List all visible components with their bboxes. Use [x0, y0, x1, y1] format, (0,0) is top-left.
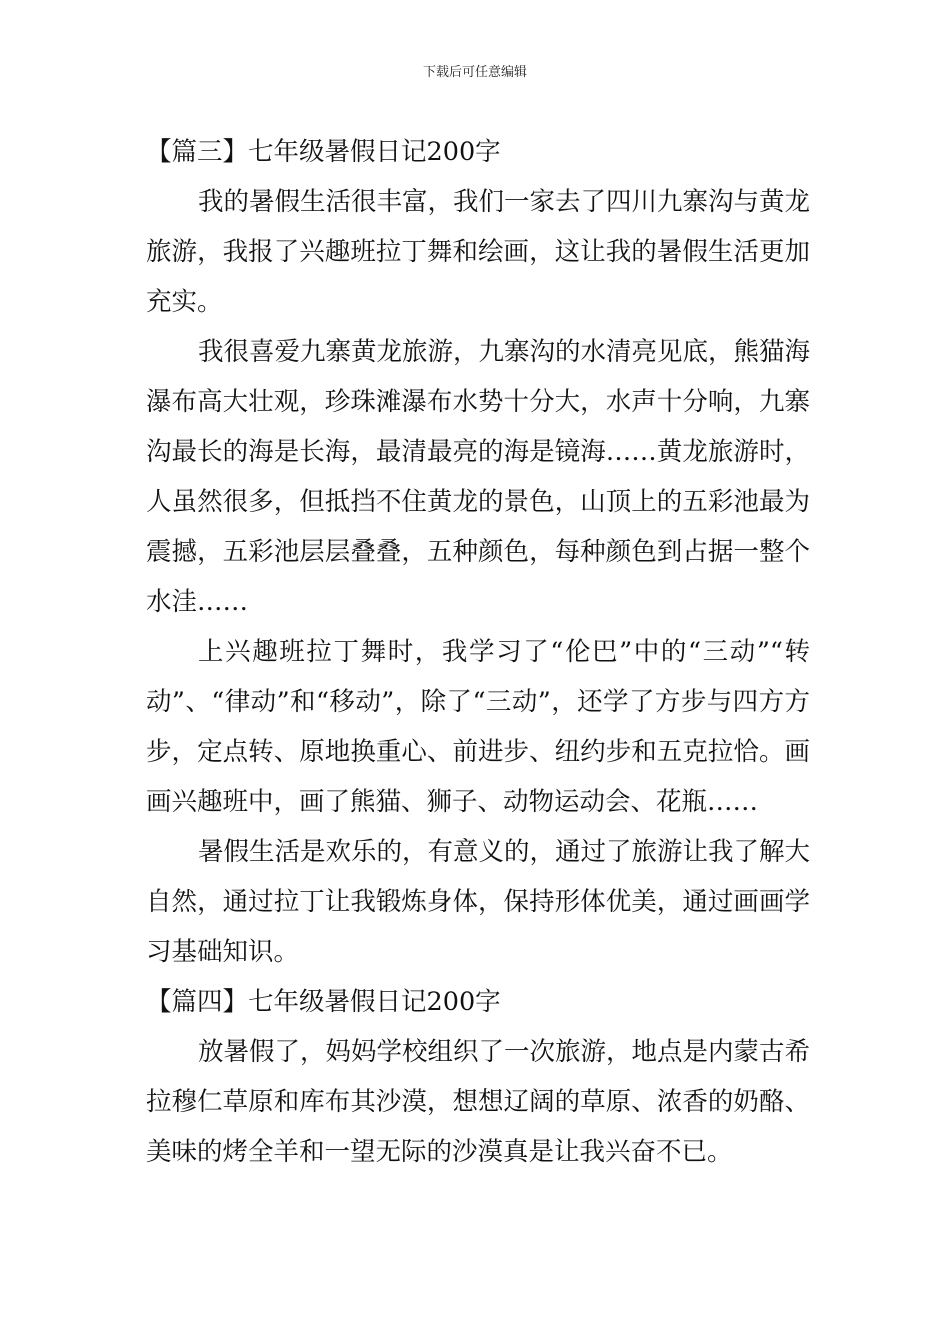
- section-heading-3: 【篇三】七年级暑假日记200字: [146, 137, 501, 167]
- paragraph: 暑假生活是欢乐的，有意义的，通过了旅游让我了解大自然，通过拉丁让我锻炼身体，保持形体优美，通过画画学习基础知识。: [146, 837, 811, 967]
- page-header-note: 下载后可任意编辑: [422, 65, 527, 80]
- paragraph: 放暑假了，妈妈学校组织了一次旅游，地点是内蒙古希拉穆仁草原和库布其沙漠，想想辽阔的草原、浓香的奶酪、美味的烤全羊和一望无际的沙漠真是让我兴奋不已。: [146, 1037, 811, 1167]
- section-heading-4: 【篇四】七年级暑假日记200字: [146, 987, 501, 1017]
- paragraph: 上兴趣班拉丁舞时，我学习了“伦巴”中的“三动”“转动”、“律动”和“移动”，除了“三动”，还学了方步与四方方步，定点转、原地换重心、前进步、纽约步和五克拉恰。画画兴趣班中，画了熊猫、狮子、动物运动会、花瓶……: [146, 637, 810, 817]
- document-body: [146, 127, 810, 1177]
- paragraph: 我的暑假生活很丰富，我们一家去了四川九寨沟与黄龙旅游，我报了兴趣班拉丁舞和绘画，这让我的暑假生活更加充实。: [146, 187, 811, 317]
- paragraph: 我很喜爱九寨黄龙旅游，九寨沟的水清亮见底，熊猫海瀑布高大壮观，珍珠滩瀑布水势十分大，水声十分响，九寨沟最长的海是长海，最清最亮的海是镜海……黄龙旅游时，人虽然很多，但抵挡不住黄龙的景色，山顶上的五彩池最为震撼，五彩池层层叠叠，五种颜色，每种颜色到占据一整个水洼……: [146, 337, 811, 617]
